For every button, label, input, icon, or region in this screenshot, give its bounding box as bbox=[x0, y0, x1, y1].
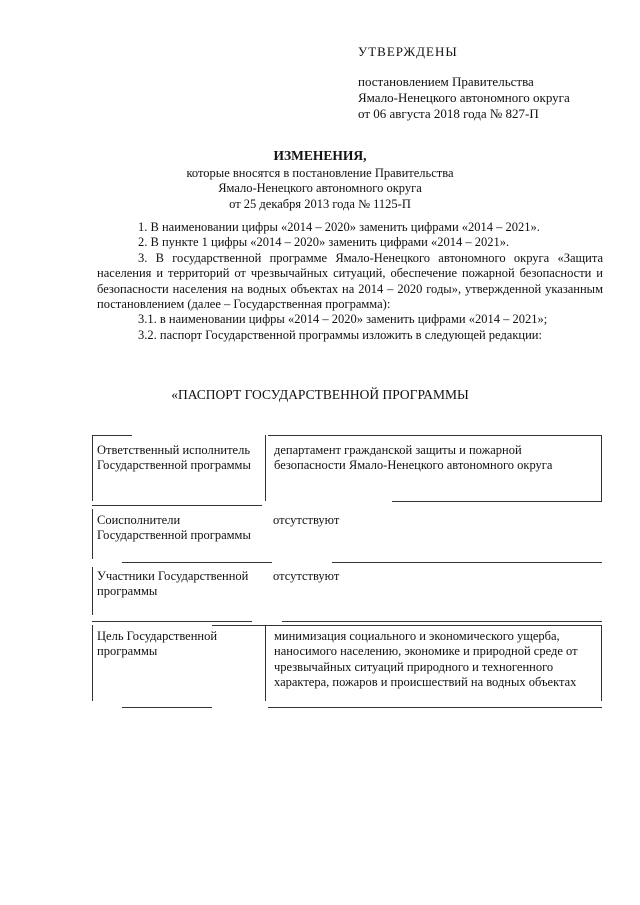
approval-heading: УТВЕРЖДЕНЫ bbox=[358, 44, 458, 59]
row-label: Соисполнители Государственной программы bbox=[92, 509, 265, 559]
table-row bbox=[92, 509, 602, 559]
approval-line-3: от 06 августа 2018 года № 827-П bbox=[358, 106, 539, 121]
document-title bbox=[0, 148, 640, 212]
row-label: Участники Государственной программы bbox=[92, 567, 265, 615]
table-row bbox=[92, 567, 602, 615]
row-value: департамент гражданской защиты и пожарной безопасности Ямало-Ненецкого автономного округа bbox=[265, 435, 602, 501]
item-1: 1. В наименовании цифры «2014 – 2020» заменить цифрами «2014 – 2021». bbox=[138, 220, 540, 234]
approval-block bbox=[358, 44, 570, 122]
row-label: Цель Государственной программы bbox=[92, 625, 265, 701]
row-value: отсутствуют bbox=[273, 513, 340, 527]
title-line-2: Ямало-Ненецкого автономного округа bbox=[218, 181, 422, 195]
item-3-1: 3.1. в наименовании цифры «2014 – 2020» заменить цифрами «2014 – 2021»; bbox=[138, 312, 548, 327]
row-value: минимизация социального и экономического ущерба, наносимого населению, экономике и природной среде от чрезвычайных ситуаций природного и техногенного характера, пожаров и происшествий на водных объектах bbox=[265, 625, 602, 701]
title-line-3: от 25 декабря 2013 года № 1125-П bbox=[229, 196, 411, 211]
passport-table bbox=[92, 435, 602, 701]
item-3: 3. В государственной программе Ямало-Ненецкого автономного округа «Защита населения и территорий от чрезвычайных ситуаций, обеспечение пожарной безопасности и безопасности населения на водных объектах на 2014 – 2020 годы», утвержденной указанным постановлением (далее – Государственная программа): bbox=[97, 250, 603, 312]
row-label: Ответственный исполнитель Государственной программы bbox=[92, 435, 265, 501]
title-line-1: которые вносятся в постановление Правительства bbox=[186, 165, 454, 180]
item-2: 2. В пункте 1 цифры «2014 – 2020» заменить цифрами «2014 – 2021». bbox=[138, 235, 510, 250]
approval-line-2: Ямало-Ненецкого автономного округа bbox=[358, 90, 570, 105]
approval-line-1: постановлением Правительства bbox=[358, 74, 534, 89]
table-row bbox=[92, 625, 602, 701]
item-3-2: 3.2. паспорт Государственной программы изложить в следующей редакции: bbox=[138, 327, 542, 342]
passport-title: «ПАСПОРТ ГОСУДАРСТВЕННОЙ ПРОГРАММЫ bbox=[171, 387, 469, 402]
document-body bbox=[97, 220, 603, 343]
row-value: отсутствуют bbox=[273, 569, 340, 583]
title-main: ИЗМЕНЕНИЯ, bbox=[273, 148, 367, 163]
table-row bbox=[92, 435, 602, 501]
